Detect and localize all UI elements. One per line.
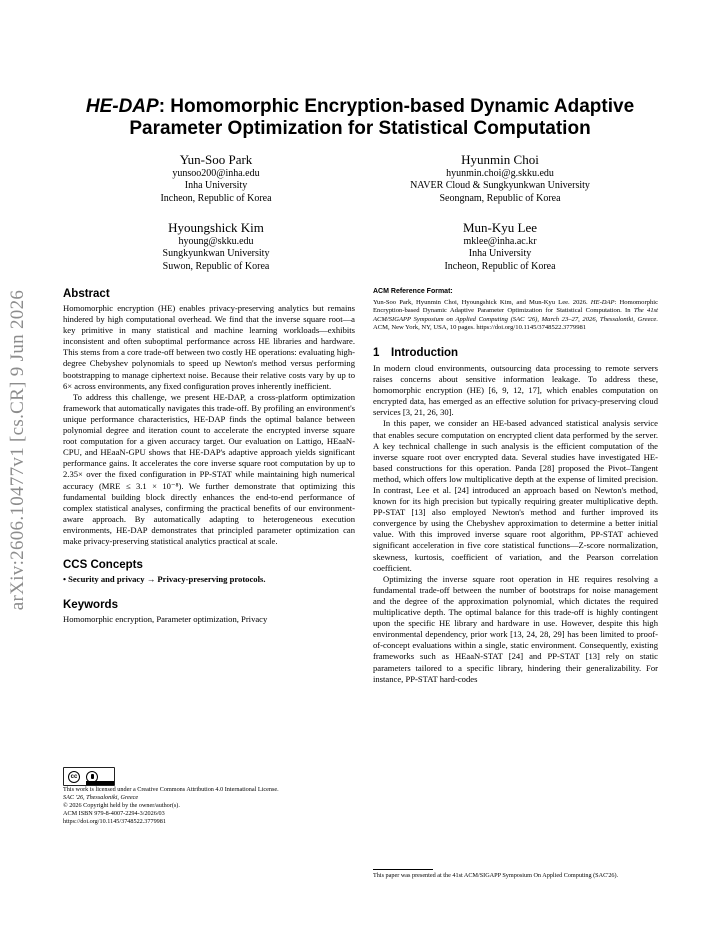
acm-reference-tail: ACM, New York, NY, USA, 10 pages. https://doi.org/10.1145/3748522.3779981 xyxy=(373,324,587,332)
author-location: Seongnam, Republic of Korea xyxy=(439,192,561,204)
author-email: hyunmin.choi@g.skku.edu xyxy=(446,168,554,179)
author-location: Incheon, Republic of Korea xyxy=(160,192,272,204)
introduction-body xyxy=(373,363,658,685)
license-venue: SAC '26, Thessaloniki, Greece xyxy=(63,794,139,801)
left-column xyxy=(63,288,355,625)
acm-reference-title-name: HE-DAP xyxy=(590,298,615,306)
author-block xyxy=(360,152,640,205)
author-affiliation: Inha University xyxy=(184,180,248,192)
author-block xyxy=(86,152,346,205)
license-isbn: ACM ISBN 979-8-4007-2294-3/2026/03 xyxy=(63,810,165,817)
acm-reference xyxy=(373,288,658,333)
footnote: This paper was presented at the 41st ACM/SIGAPP Symposium On Applied Computing (SAC'26). xyxy=(373,872,619,879)
acm-reference-authors: Yun-Soo Park, Hyunmin Choi, Hyoungshick Kim, and Mun-Kyu Lee. 2026. xyxy=(373,298,588,306)
acm-reference-heading: ACM Reference Format: xyxy=(373,288,453,295)
abstract-paragraph: Homomorphic encryption (HE) enables privacy-preserving analytics but remains hindered by high computational overhead. We find that the inverse square root—a key primitive in many statistical and machine learning workloads—exhibits inconsistent and often suboptimal performance across HE libraries and hardware. This stems from a core trade-off between two costly HE operations: evaluating high-degree Chebyshev polynomials to speed up Newton's method versus performing bootstrapping to manage ciphertext noise. Because their relative costs vary by up to 6× across environments, any fixed configuration proves inherently inefficient. xyxy=(63,303,355,391)
author-email: hyoung@skku.edu xyxy=(178,236,254,247)
license-statement: This work is licensed under a Creative Commons Attribution 4.0 International License. xyxy=(63,786,279,793)
abstract-paragraph: To address this challenge, we present HE-DAP, a cross-platform optimization framework that automatically navigates this trade-off. By profiling an environment's unique performance characteristics, HE-DAP finds the optimal balance between polynomial degree and iteration count to accelerate the encrypted inverse square root computation for a given accuracy target. Our evaluation on Lattigo, HEaaN-CPU, and HEaaN-GPU shows that HE-DAP's adaptive approach yields significant performance gains. It accelerates the core inverse square root computation by up to 2.35× over the fixed configuration in PP-STAT while maintaining high numerical accuracy (MRE ≤ 3.1 × 10⁻⁸). We further demonstrate that optimizing this fundamental building block directly enhances the end-to-end performance of complex statistical analyses, confirming the practical benefits of our environment-aware approach. By automatically adapting to heterogeneous execution environments, HE-DAP demonstrates that principled parameter optimization can make privacy-preserving statistical analytics practical at scale. xyxy=(63,391,355,546)
abstract-body xyxy=(63,303,355,547)
paper-title xyxy=(62,96,658,140)
keywords-list: Homomorphic encryption, Parameter optimization, Privacy xyxy=(63,614,268,625)
intro-paragraph: In this paper, we consider an HE-based advanced statistical analysis service that enables secure computation on encrypted client data performed by the server. A key technical challenge in such analysis is the efficient computation of the inverse square root over encrypted data. Several studies have investigated HE-based constructions for this operation. Panda [28] proposed the Pivot–Tangent method, which offers low multiplicative depth at the expense of limited precision. In contrast, Lee et al. [24] introduced an approach based on Newton's method, known for its high precision but typically requiring greater multiplicative depth. PP-STAT [13] also employed Newton's method and further improved its convergence by using the Chebyshev approximation to determine a better initial value. With this improved inverse square root algorithm, PP-STAT achieved significant acceleration in five core statistical functions—Z-score normalization, skewness, kurtosis, coefficient of variation, and the Pearson correlation coefficient. xyxy=(373,418,658,573)
title-system-name: HE-DAP xyxy=(85,96,159,117)
author-location: Suwon, Republic of Korea xyxy=(162,260,270,272)
license-block xyxy=(63,786,355,826)
author-name: Hyunmin Choi xyxy=(461,152,539,167)
author-affiliation: Inha University xyxy=(468,248,532,260)
right-column xyxy=(373,288,658,685)
intro-paragraph: In modern cloud environments, outsourcing data processing to remote servers raises concerns about sensitive information leakage. To address these, homomorphic encryption (HE) [6, 9, 12, 17], which enables computation on encrypted data, has emerged as an effective solution for privacy-preserving cloud services [3, 21, 26, 30]. xyxy=(373,362,658,418)
author-location: Incheon, Republic of Korea xyxy=(444,260,556,272)
acm-reference-title: : Homomorphic Encryption-based Dynamic Adaptive Parameter Optimization for Statistical Computation. In xyxy=(373,298,658,315)
author-name: Hyoungshick Kim xyxy=(168,220,264,235)
acm-reference-venue: The 41st ACM/SIGAPP Symposium on Applied Computing (SAC '26), March 23–27, 2026, Thessaloniki, Greece. xyxy=(373,307,659,323)
license-copyright: © 2026 Copyright held by the owner/author(s). xyxy=(63,802,180,809)
keywords-heading: Keywords xyxy=(63,599,118,612)
author-block xyxy=(86,220,346,273)
cc-by-license-icon: cc xyxy=(63,767,115,786)
title-rest: : Homomorphic Encryption-based Dynamic Adaptive Parameter Optimization for Statistical Computation xyxy=(129,96,635,139)
author-affiliation: NAVER Cloud & Sungkyunkwan University xyxy=(410,180,590,192)
section-number: 1 xyxy=(373,346,380,359)
author-email: yunsoo200@inha.edu xyxy=(172,168,260,179)
abstract-heading: Abstract xyxy=(63,288,110,300)
author-affiliation: Sungkyunkwan University xyxy=(162,248,270,260)
license-doi: https://doi.org/10.1145/3748522.3779981 xyxy=(63,818,166,825)
footnote-divider xyxy=(373,869,433,870)
author-name: Mun-Kyu Lee xyxy=(462,220,537,235)
intro-paragraph: Optimizing the inverse square root operation in HE requires resolving a fundamental trade-off between the number of bootstraps for noise management and the degree of the approximation polynomial, which dictates the required multiplicative depth. The optimal balance for this trade-off is highly contingent upon the specific HE library and hardware in use. However, despite this high environmental dependency, prior work [13, 24, 28, 29] has been limited to proof-of-concept evaluations within a single, static environment. Consequently, existing frameworks such as HEaaN-STAT [24] and PP-STAT [13] rely on static parameters tailored to a specific library, hindering their generalizability. For instance, PP-STAT hard-codes xyxy=(373,573,658,684)
section-title: Introduction xyxy=(391,346,459,359)
author-block xyxy=(370,220,630,273)
ccs-concept: • Security and privacy → Privacy-preserving protocols. xyxy=(63,574,266,585)
ccs-heading: CCS Concepts xyxy=(63,559,143,572)
author-name: Yun-Soo Park xyxy=(179,152,253,167)
arxiv-stamp: arXiv:2606.10477v1 [cs.CR] 9 Jun 2026 xyxy=(7,289,28,611)
introduction-heading xyxy=(373,347,658,359)
author-email: mklee@inha.ac.kr xyxy=(463,236,537,247)
